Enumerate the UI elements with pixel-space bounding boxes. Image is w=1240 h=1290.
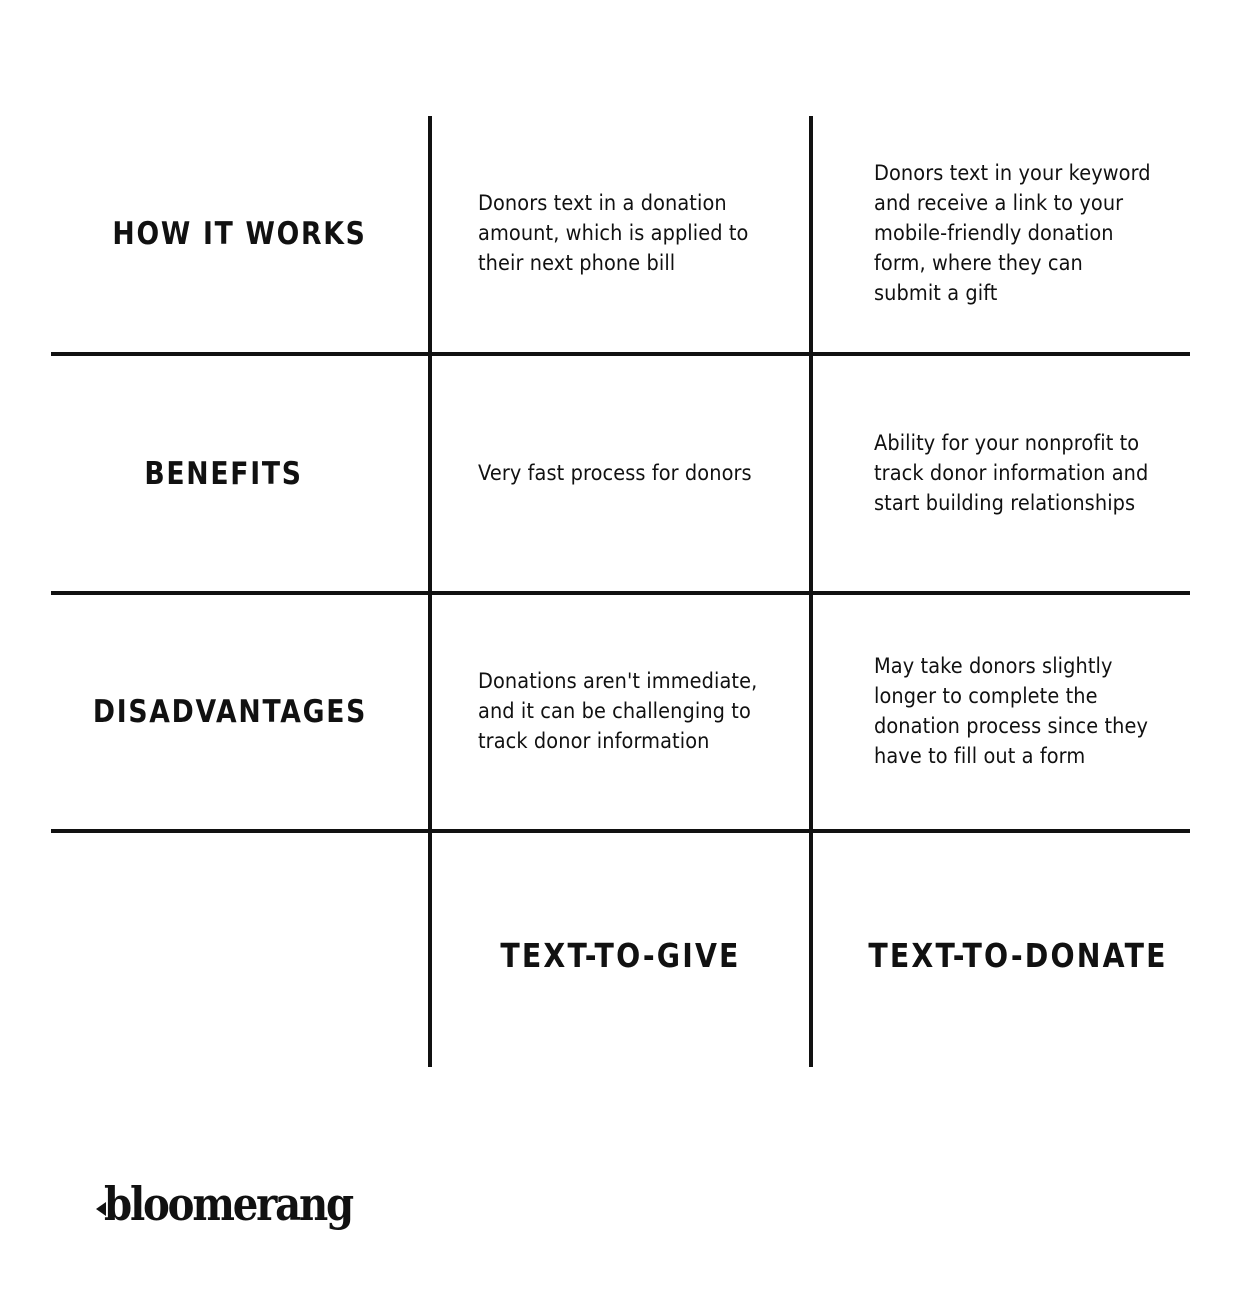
- cell-text: Ability for your nonprofit to track donor information and start building relationships: [874, 430, 1149, 516]
- cell-text: Donors text in your keyword and receive a link to your mobile-friendly donation form, where they can submit a gift: [874, 161, 1151, 306]
- row-label-disadvantages: [76, 595, 384, 829]
- column-header-text-to-give: [458, 833, 782, 1077]
- logo-wordmark: bloomerang: [104, 1177, 355, 1231]
- cell-text: Donations aren't immediate, and it can be challenging to track donor information: [478, 669, 758, 754]
- row-label-text: BENEFITS: [144, 455, 303, 492]
- cell-disadvantages-text-to-donate: [874, 595, 1190, 829]
- column-header-text-to-donate: [842, 833, 1195, 1077]
- row-label-benefits: [75, 356, 372, 591]
- cell-text: Donors text in a donation amount, which is applied to their next phone bill: [478, 191, 749, 276]
- column-header-text: TEXT-TO-DONATE: [868, 935, 1168, 975]
- row-label-text: HOW IT WORKS: [112, 216, 367, 252]
- column-header-text: TEXT-TO-GIVE: [500, 935, 741, 975]
- cell-text: May take donors slightly longer to complete the donation process since they have to fill out a form: [874, 654, 1149, 769]
- cell-how-it-works-text-to-give: [478, 116, 808, 352]
- bloomerang-logo: [96, 1176, 356, 1236]
- row-label-how-it-works: [77, 116, 401, 352]
- cell-benefits-text-to-donate: [874, 356, 1190, 591]
- cell-benefits-text-to-give: [478, 356, 808, 591]
- cell-how-it-works-text-to-donate: [874, 116, 1190, 352]
- row-label-text: DISADVANTAGES: [92, 694, 368, 730]
- cell-text: Very fast process for donors: [478, 460, 752, 486]
- bloomerang-logo-mark: [96, 1176, 356, 1236]
- cell-disadvantages-text-to-give: [478, 595, 808, 829]
